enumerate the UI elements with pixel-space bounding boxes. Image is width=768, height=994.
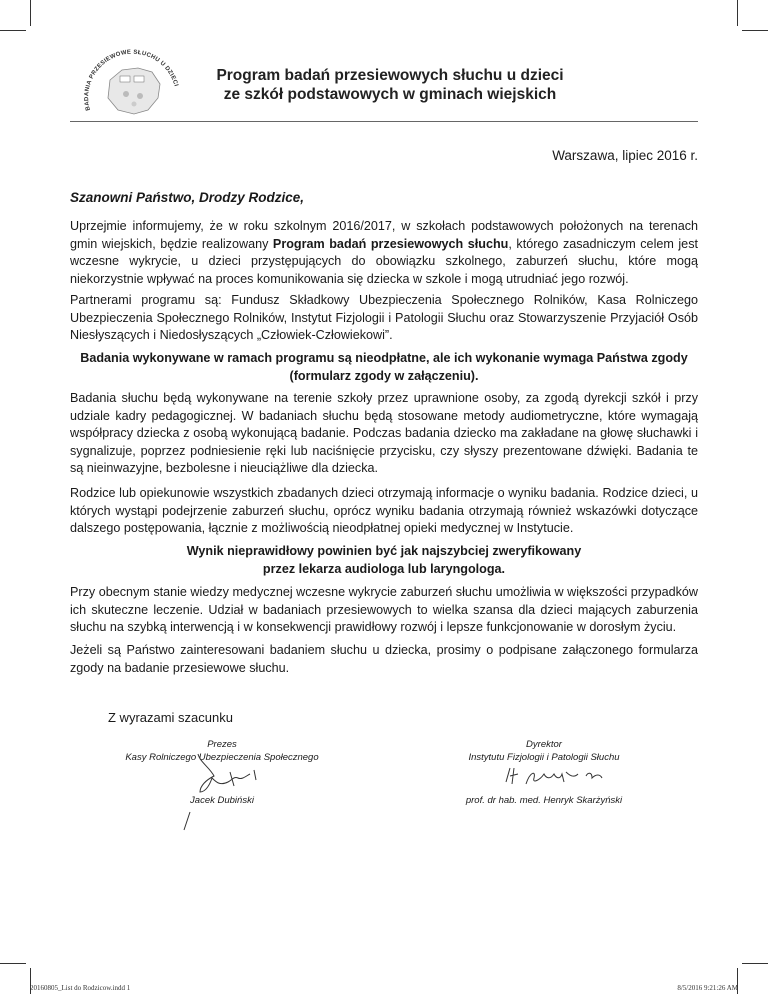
print-timestamp: 8/5/2016 9:21:26 AM xyxy=(677,984,738,992)
paragraph-text: Uprzejmie informujemy, że w roku szkolnym 2016/2017, w szkołach podstawowych położonych na terenach gmin wiejskich, będzie realizowany xyxy=(70,219,698,251)
paragraph-request xyxy=(70,642,698,677)
signer-organization: Instytutu Fizjologii i Patologii Słuchu xyxy=(468,752,620,763)
paragraph-text: Badania słuchu będą wykonywane na terenie szkoły przez uprawnione osoby, za zgodą dyrekcji szkół i przy udziale kadry pedagogicznej. W badaniach słuchu będą stosowane metody audiometryczne, które wymagają współpracy dziecka z osobą wykonującą badanie. Podczas badania dziecko ma zakładane na głowę słuchawki i sygnalizuje, poprzez podniesienie ręki lub naciśnięcie przycisku, czy słyszy prezentowane dźwięki. Badania te są nieinwazyjne, bezbolesne i nieuciążliwe dla dziecka. xyxy=(70,391,698,475)
paragraph-text: Jeżeli są Państwo zainteresowani badaniem słuchu u dziecka, prosimy o podpisane załączonego formularza zgody na badanie przesiewowe słuchu. xyxy=(70,643,698,675)
paragraph-partners xyxy=(70,292,698,345)
highlight-consent xyxy=(70,350,698,385)
signer-name: prof. dr hab. med. Henryk Skarżyński xyxy=(465,795,623,806)
header-divider xyxy=(70,121,698,122)
crop-mark xyxy=(30,0,31,26)
crop-mark xyxy=(737,0,738,26)
signer-organization: Kasy Rolniczego Ubezpieczenia Społecznego xyxy=(125,752,319,763)
print-filename: 20160805_List do Rodzicow.indd 1 xyxy=(30,984,131,992)
paragraph-text: Rodzice lub opiekunowie wszystkich zbadanych dzieci otrzymają informacje o wyniku badania. Rodzice dzieci, u których wystąpi podejrzenie zaburzeń słuchu, oprócz wyniku badania otrzymają również wskazówki dotyczące dalszego postępowania, łącznie z możliwością nieodpłatnej opieki medycznej w Instytucie. xyxy=(70,486,698,535)
signer-name: Jacek Dubiński xyxy=(190,795,254,806)
signer-role: Dyrektor xyxy=(526,739,562,750)
closing-phrase: Z wyrazami szacunku xyxy=(108,710,233,725)
crop-mark xyxy=(742,963,768,964)
crop-mark xyxy=(742,30,768,31)
highlight-line: Wynik nieprawidłowy powinien być jak najszybciej zweryfikowany xyxy=(186,544,582,558)
paragraph-text: , którego zasadniczym celem jest wczesne wykrycie, u dzieci przystępujących do obowiązku szkolnego, zaburzeń słuchu, które mogą niekorzystnie wpływać na proces komunikowania się dziecka w szkole i mogą utrudniać jego rozwój. xyxy=(70,236,698,286)
logo-text: BADANIA PRZESIEWOWE SŁUCHU U DZIECI xyxy=(84,49,179,112)
program-name: Program badań przesiewowych słuchu xyxy=(272,236,509,251)
salutation: Szanowni Państwo, Drodzy Rodzice, xyxy=(70,190,305,205)
title-line: ze szkół podstawowych w gminach wiejskich xyxy=(223,86,557,103)
highlight-line: (formularz zgody w załączeniu). xyxy=(289,368,479,383)
paragraph-text: Partnerami programu są: Fundusz Składkowy Ubezpieczenia Społecznego Rolników, Kasa Rolniczego Ubezpieczenia Społecznego Rolników, Instytut Fizjologii i Patologii Słuchu oraz Stowarzyszenie Przyjaciół Osób Niesłyszących i Niedosłyszących „Człowiek-Człowiekowi”. xyxy=(70,293,698,342)
crop-mark xyxy=(0,963,26,964)
highlight-line: Badania wykonywane w ramach programu są nieodpłatne, ale ich wykonanie wymaga Państwa zgody xyxy=(80,351,688,365)
title-line: Program badań przesiewowych słuchu u dzieci xyxy=(216,67,564,84)
paragraph-procedure xyxy=(70,390,698,478)
highlight-verification xyxy=(70,543,698,578)
crop-mark xyxy=(0,30,26,31)
highlight-line: przez lekarza audiologa lub laryngologa. xyxy=(262,561,506,576)
paragraph-intro xyxy=(70,218,698,288)
signature-right-image xyxy=(500,762,620,792)
signature-block-right xyxy=(414,738,674,764)
signer-role: Prezes xyxy=(207,739,237,750)
program-logo xyxy=(76,40,188,128)
signature-left-image xyxy=(170,752,280,832)
paragraph-importance xyxy=(70,584,698,637)
letter-date: Warszawa, lipiec 2016 r. xyxy=(552,148,698,163)
page-title xyxy=(195,66,585,104)
paragraph-results xyxy=(70,485,698,538)
paragraph-text: Przy obecnym stanie wiedzy medycznej wczesne wykrycie zaburzeń słuchu umożliwia w większości przypadków ich skuteczne leczenie. Udział w badaniach przesiewowych to wielka szansa dla dzieci mających zaburzenia słuchu na szybką interwencją i w konsekwencji prawidłowy rozwój i lepsze funkcjonowanie w dorosłym życiu. xyxy=(70,585,698,634)
